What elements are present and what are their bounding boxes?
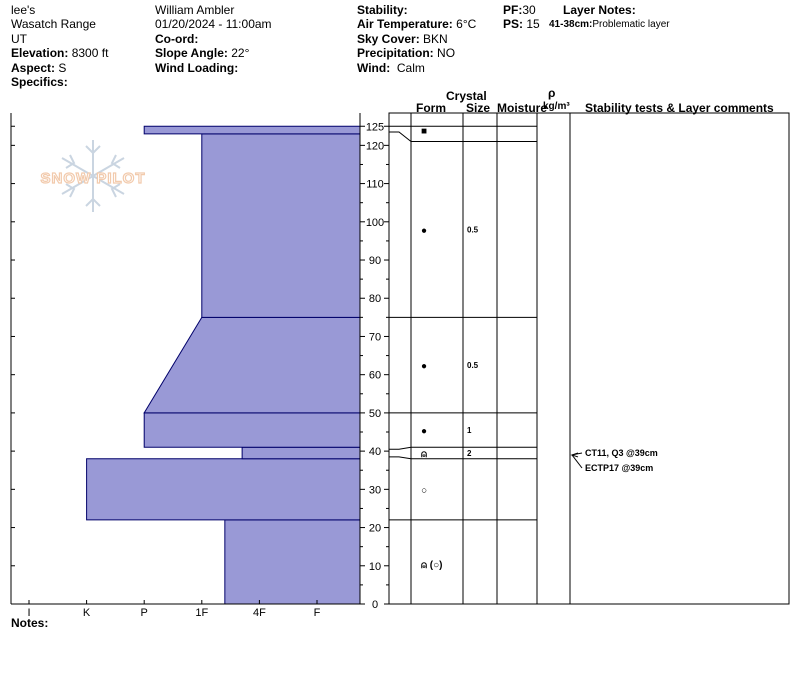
comments-header: Stability tests & Layer comments [585,101,774,115]
wind-value: Calm [396,61,425,75]
depth-tick-label: 125 [365,121,385,134]
state-name: UT [11,32,27,46]
layer-form: ■ [421,126,428,138]
depth-tick-label: 10 [368,560,382,573]
hardness-tick-label: 1F [195,607,209,619]
precip-label: Precipitation: [357,46,434,60]
moisture-header: Moisture [497,101,548,115]
ps-label: PS: [503,17,524,31]
hardness-layer [144,126,360,134]
watermark-text: SNOW PILOT [40,170,146,187]
layer-note-text: Problematic layer [592,19,670,30]
depth-tick-label: 40 [368,446,382,459]
layer-size: 1 [467,426,472,436]
observation-datetime: 01/20/2024 - 11:00am [155,17,272,31]
depth-tick-label: 70 [368,331,382,344]
coord-label: Co-ord: [155,32,199,46]
depth-tick-label: 120 [365,140,385,153]
layer-rows [421,126,479,571]
layer-connector [389,132,411,142]
slope-value: 22° [231,46,250,60]
depth-tick-label: 110 [366,178,384,191]
hardness-layer [87,459,360,520]
depth-tick-label: 80 [368,293,382,306]
stability-test: ECTP17 @39cm [585,463,654,473]
stability-test: CT11, Q3 @39cm [585,448,658,458]
layer-form: ● [421,225,428,237]
aspect-label: Aspect: [11,61,56,75]
layer-form: ○ [421,485,428,497]
wind-loading-label: Wind Loading: [155,61,239,75]
depth-tick-label: 60 [368,369,382,382]
layer-connector [389,457,411,459]
air-temp-label: Air Temperature: [357,17,453,31]
depth-tick-label: 0 [371,599,379,611]
ps-value: 15 [526,17,540,31]
crystal-header: Crystal [446,89,487,103]
pf-value: 30 [522,3,536,17]
table-border [389,113,789,604]
elevation-label: Elevation: [11,46,69,60]
hardness-layer [225,520,360,604]
layer-form: ● [421,361,428,373]
layer-table [389,113,789,604]
precip-value: NO [437,46,456,60]
layer-form: ⍝ (○) [421,559,443,571]
layer-note-range: 41-38cm: [549,19,593,30]
layer-size: 0.5 [467,361,479,371]
hardness-layer [144,413,360,447]
hardness-profile [87,126,360,604]
hardness-tick-label: F [313,607,321,619]
elevation-value: 8300 ft [71,46,109,60]
form-header: Form [416,101,446,115]
layer-connector [389,447,411,449]
wind-label: Wind: [357,61,391,75]
depth-tick-label: 30 [368,484,382,497]
air-temp-value: 6°C [456,17,477,31]
observer-name: William Ambler [155,3,235,17]
depth-tick-label: 90 [368,255,382,268]
layer-form: ● [421,426,428,438]
stability-tests [572,448,658,473]
range-name: Wasatch Range [11,17,96,31]
slope-label: Slope Angle: [155,46,228,60]
layer-form: ⍝ [421,449,427,461]
hardness-tick-label: 4F [252,607,266,619]
hardness-layer [144,317,360,413]
depth-tick-label: 50 [368,407,382,420]
aspect-value: S [58,61,67,75]
location-name: lee's [11,3,36,17]
stability-label: Stability: [357,3,408,17]
layer-size: 0.5 [467,225,479,235]
sky-label: Sky Cover: [357,32,420,46]
rho-header: ρ [548,86,556,100]
snowpilot-watermark [41,140,146,212]
hardness-tick-label: P [140,607,148,619]
notes-label: Notes: [11,616,49,630]
hardness-tick-label: I [27,607,31,619]
specifics-label: Specifics: [11,75,68,89]
size-header: Size [466,101,491,115]
layer-size: 2 [467,449,472,459]
depth-tick-label: 100 [365,216,385,229]
depth-tick-label: 20 [368,522,382,535]
hardness-tick-label: K [82,607,91,619]
layer-notes-label: Layer Notes: [563,3,636,17]
sky-value: BKN [423,32,448,46]
hardness-layer [202,134,360,317]
hardness-layer [242,447,360,458]
density-unit-header: kg/m³ [543,101,570,112]
pf-label: PF: [503,3,523,17]
